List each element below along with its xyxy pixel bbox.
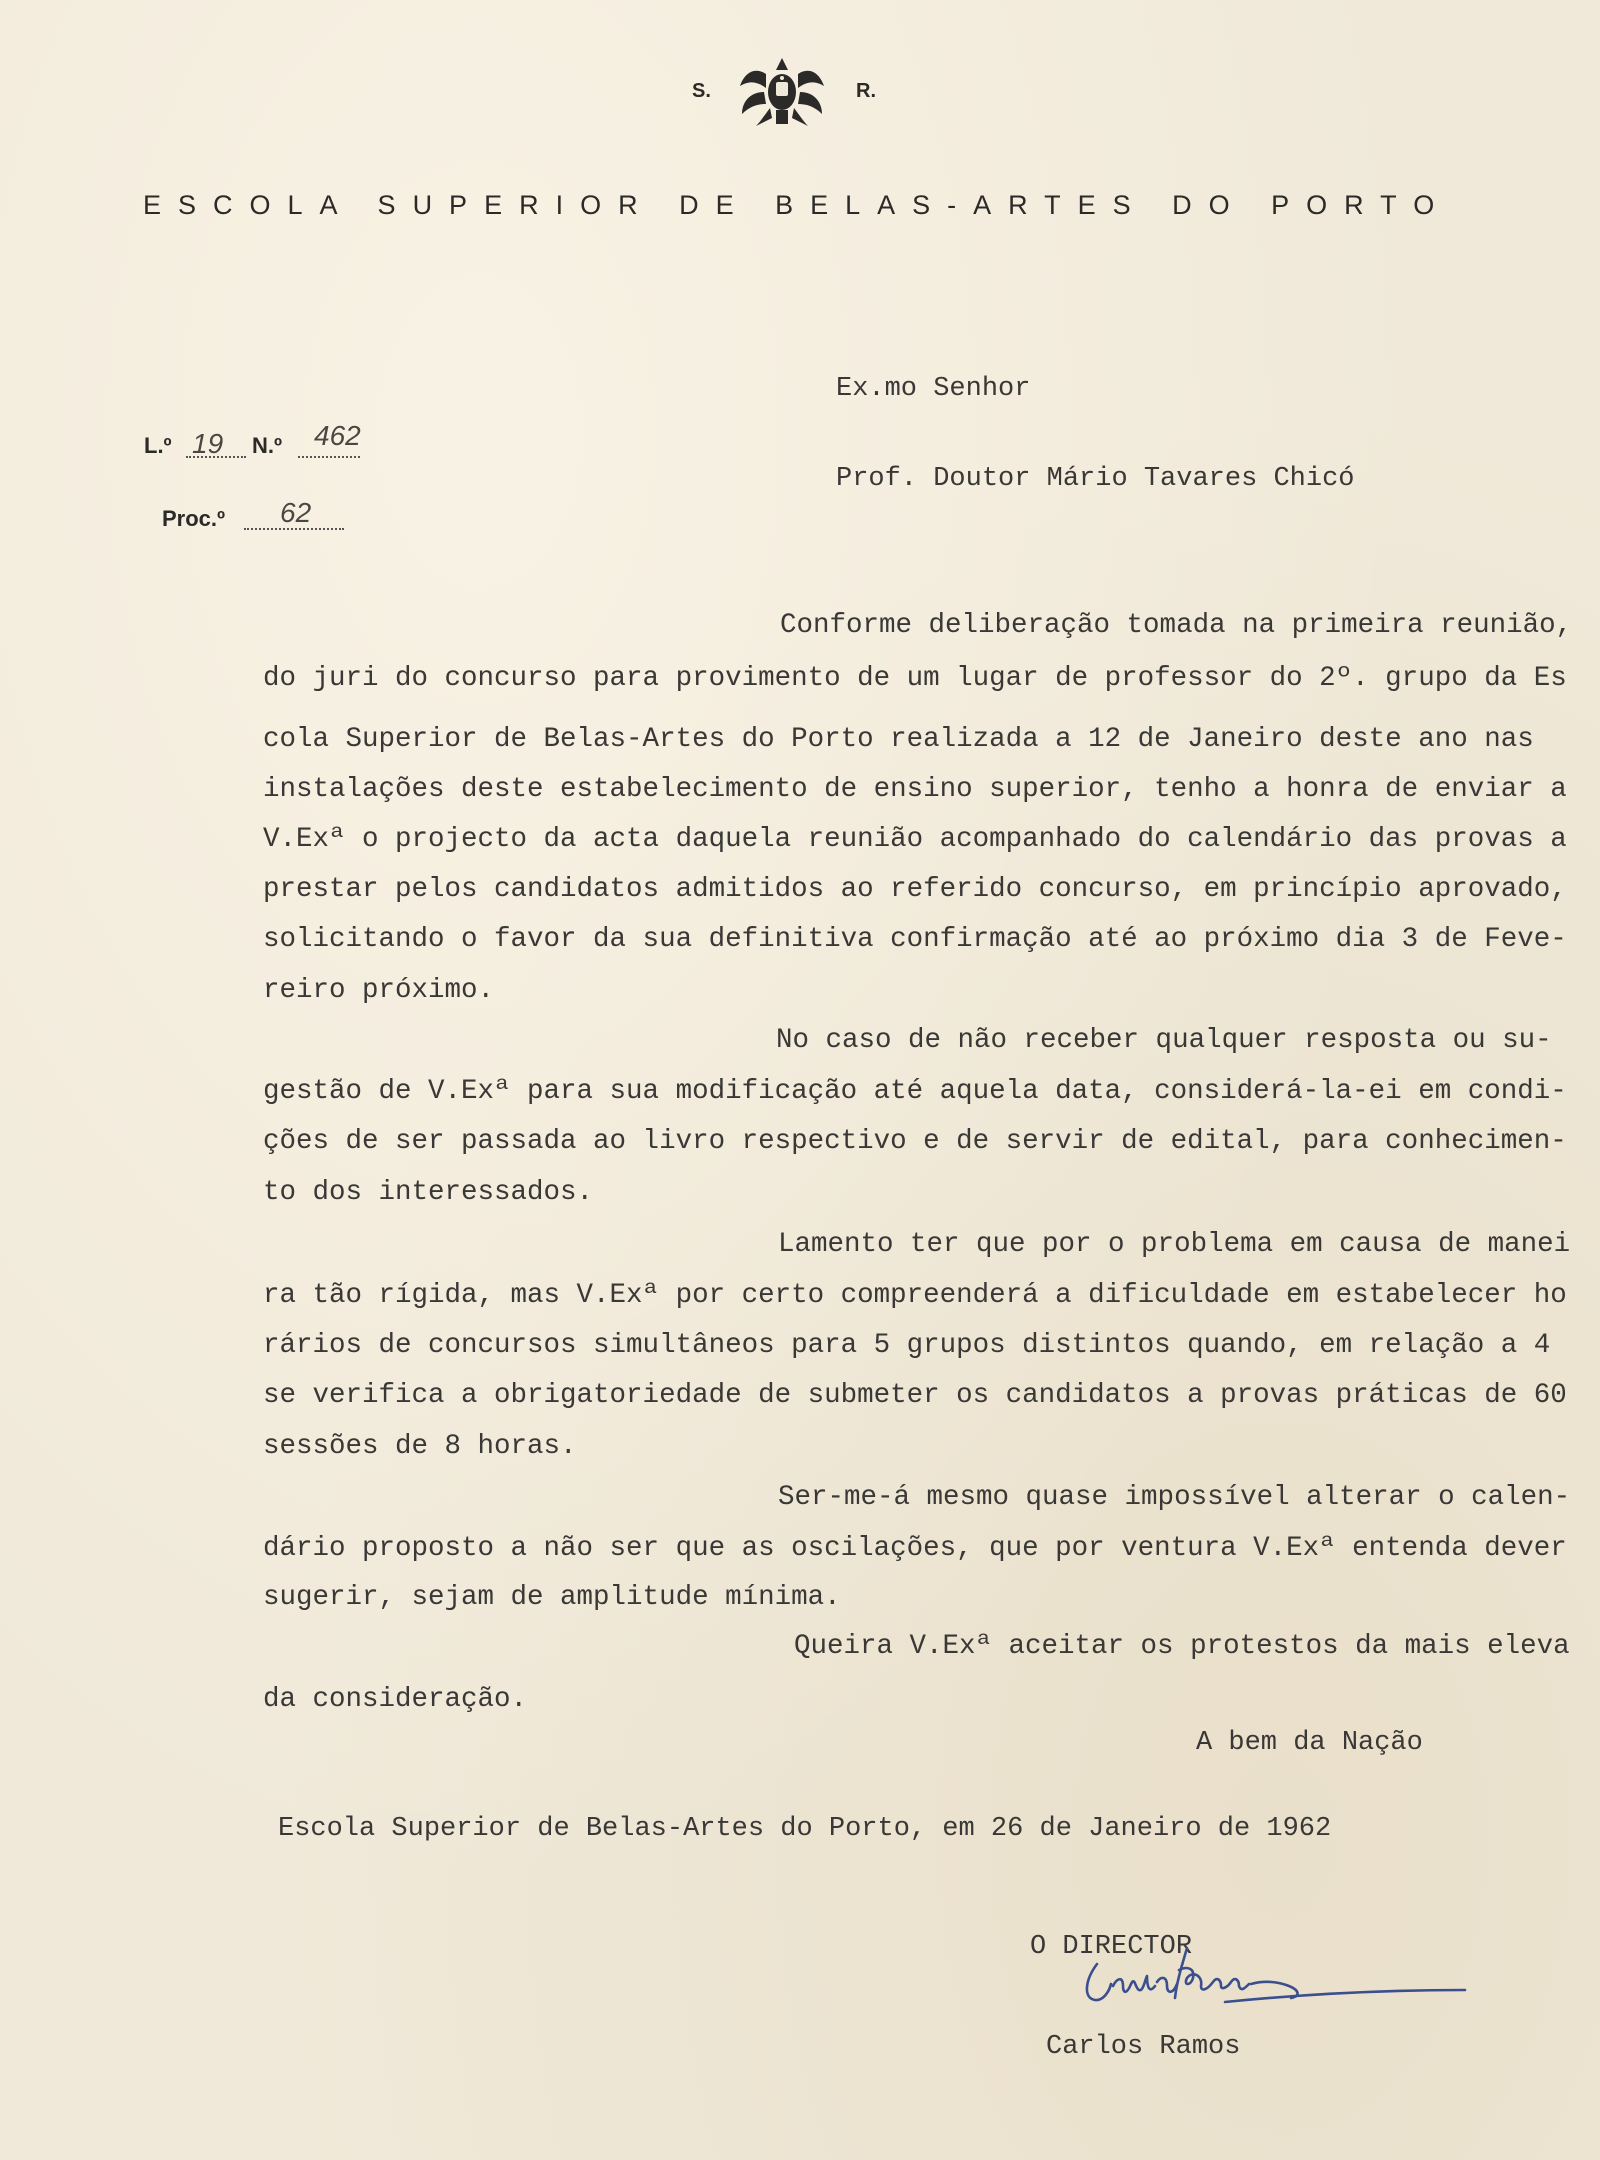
body-line: No caso de não receber qualquer resposta ou su- [776, 1025, 1552, 1056]
livro-label: L.º [144, 433, 172, 458]
place-and-date: Escola Superior de Belas-Artes do Porto, em 26 de Janeiro de 1962 [278, 1814, 1332, 1844]
numero-dotted-line [298, 456, 360, 458]
livro-dotted-line [186, 456, 246, 458]
body-line: instalações deste estabelecimento de ensino superior, tenho a honra de enviar a [263, 774, 1567, 805]
school-name-heading: ESCOLA SUPERIOR DE BELAS-ARTES DO PORTO [143, 190, 1452, 220]
body-line: ções de ser passada ao livro respectivo e de servir de edital, para conhecimen- [263, 1126, 1567, 1157]
coat-of-arms-icon [736, 52, 828, 128]
letterhead-r: R. [856, 80, 876, 102]
body-line: Queira V.Exª aceitar os protestos da mais eleva [794, 1631, 1570, 1662]
processo-label: Proc.º [162, 506, 226, 531]
numero-label: N.º [252, 433, 283, 458]
body-line: prestar pelos candidatos admitidos ao referido concurso, em princípio aprovado, [263, 874, 1567, 905]
body-line: Lamento ter que por o problema em causa de manei [778, 1229, 1571, 1260]
body-line: cola Superior de Belas-Artes do Porto realizada a 12 de Janeiro deste ano nas [263, 724, 1534, 755]
letterhead-s: S. [692, 80, 711, 102]
body-line: V.Exª o projecto da acta daquela reunião acompanhado do calendário das provas a [263, 824, 1567, 855]
livro-value: 19 [192, 428, 224, 459]
body-line: solicitando o favor da sua definitiva confirmação até ao próximo dia 3 de Feve- [263, 924, 1567, 955]
body-line: Ser-me-á mesmo quase impossível alterar o calen- [778, 1482, 1571, 1513]
body-line: Conforme deliberação tomada na primeira reunião, [780, 610, 1573, 641]
director-title: O DIRECTOR [1030, 1932, 1193, 1962]
processo-value: 62 [280, 497, 312, 528]
salutation: Ex.mo Senhor [836, 374, 1031, 404]
body-line: do juri do concurso para provimento de um lugar de professor do 2º. grupo da Es [263, 663, 1567, 694]
body-line: sugerir, sejam de amplitude mínima. [263, 1582, 841, 1613]
signature-mark [1075, 1940, 1475, 2020]
body-line: se verifica a obrigatoriedade de submeter os candidatos a provas práticas de 60 [263, 1380, 1567, 1411]
body-line: to dos interessados. [263, 1177, 594, 1208]
numero-value: 462 [314, 420, 361, 451]
signatory-name: Carlos Ramos [1046, 2032, 1241, 2062]
closing-formula: A bem da Nação [1196, 1728, 1423, 1758]
body-line: dário proposto a não ser que as oscilações, que por ventura V.Exª entenda dever [263, 1533, 1567, 1564]
body-line: rários de concursos simultâneos para 5 grupos distintos quando, em relação a 4 [263, 1330, 1551, 1361]
body-line: gestão de V.Exª para sua modificação até aquela data, considerá-la-ei em condi- [263, 1076, 1567, 1107]
body-line: reiro próximo. [263, 975, 495, 1006]
addressee-name: Prof. Doutor Mário Tavares Chicó [836, 464, 1355, 494]
body-line: sessões de 8 horas. [263, 1431, 577, 1462]
processo-dotted-line [244, 528, 344, 530]
body-line: ra tão rígida, mas V.Exª por certo compreenderá a dificuldade em estabelecer ho [263, 1280, 1567, 1311]
body-line: da consideração. [263, 1684, 528, 1715]
